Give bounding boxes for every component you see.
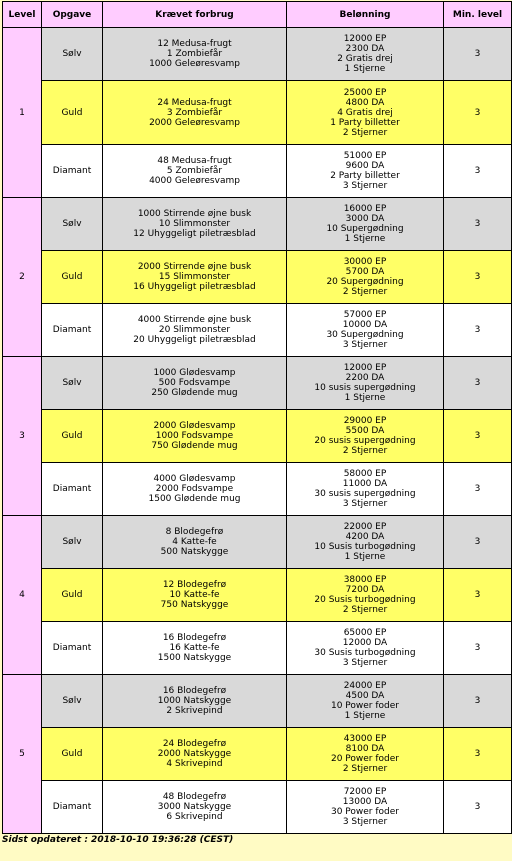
- table-row: [3, 622, 512, 675]
- reward: 43000 EP 8100 DA 20 Power foder 2 Stjerner: [287, 728, 444, 781]
- min-level: 3: [444, 357, 512, 410]
- last-updated-footer: Sidst opdateret : 2018-10-10 19:36:28 (CEST): [2, 835, 234, 845]
- level-table: [2, 1, 512, 834]
- header-min-level: Min. level: [444, 2, 512, 28]
- min-level: 3: [444, 622, 512, 675]
- level-number: 2: [3, 198, 42, 357]
- reward: 58000 EP 11000 DA 30 susis supergødning 3 Stjerner: [287, 463, 444, 516]
- reward: 25000 EP 4800 DA 4 Gratis drej 1 Party billetter 2 Stjerner: [287, 81, 444, 145]
- min-level: 3: [444, 304, 512, 357]
- min-level: 3: [444, 28, 512, 81]
- required-consumption: 24 Medusa-frugt 3 Zombiefår 2000 Geleøresvamp: [103, 81, 287, 145]
- task-tier: Diamant: [42, 463, 103, 516]
- required-consumption: 2000 Glødesvamp 1000 Fodsvampe 750 Glødende mug: [103, 410, 287, 463]
- required-consumption: 12 Medusa-frugt 1 Zombiefår 1000 Geleøresvamp: [103, 28, 287, 81]
- header-level: Level: [3, 2, 42, 28]
- header-opgave: Opgave: [42, 2, 103, 28]
- min-level: 3: [444, 145, 512, 198]
- table-body: [3, 28, 512, 834]
- table-row: [3, 304, 512, 357]
- required-consumption: 1000 Glødesvamp 500 Fodsvampe 250 Glødende mug: [103, 357, 287, 410]
- reward: 12000 EP 2200 DA 10 susis supergødning 1 Stjerne: [287, 357, 444, 410]
- min-level: 3: [444, 251, 512, 304]
- task-tier: Diamant: [42, 304, 103, 357]
- required-consumption: 48 Medusa-frugt 5 Zombiefår 4000 Geleøresvamp: [103, 145, 287, 198]
- task-tier: Sølv: [42, 516, 103, 569]
- reward: 22000 EP 4200 DA 10 Susis turbogødning 1 Stjerne: [287, 516, 444, 569]
- level-number: 3: [3, 357, 42, 516]
- required-consumption: 48 Blodegefrø 3000 Natskygge 6 Skrivepind: [103, 781, 287, 834]
- required-consumption: 1000 Stirrende øjne busk 10 Slimmonster 12 Uhyggeligt piletræsblad: [103, 198, 287, 251]
- reward: 24000 EP 4500 DA 10 Power foder 1 Stjerne: [287, 675, 444, 728]
- task-tier: Sølv: [42, 675, 103, 728]
- task-tier: Guld: [42, 410, 103, 463]
- level-number: 4: [3, 516, 42, 675]
- table-row: [3, 781, 512, 834]
- reward: 38000 EP 7200 DA 20 Susis turbogødning 2 Stjerner: [287, 569, 444, 622]
- reward: 57000 EP 10000 DA 30 Supergødning 3 Stjerner: [287, 304, 444, 357]
- required-consumption: 12 Blodegefrø 10 Katte-fe 750 Natskygge: [103, 569, 287, 622]
- task-tier: Sølv: [42, 357, 103, 410]
- header-kraevet-forbrug: Krævet forbrug: [103, 2, 287, 28]
- task-tier: Sølv: [42, 198, 103, 251]
- header-belonning: Belønning: [287, 2, 444, 28]
- level-number: 1: [3, 28, 42, 198]
- reward: 29000 EP 5500 DA 20 susis supergødning 2 Stjerner: [287, 410, 444, 463]
- min-level: 3: [444, 198, 512, 251]
- table-row: [3, 516, 512, 569]
- min-level: 3: [444, 728, 512, 781]
- table-row: [3, 728, 512, 781]
- task-tier: Guld: [42, 569, 103, 622]
- required-consumption: 4000 Stirrende øjne busk 20 Slimmonster 20 Uhyggeligt piletræsblad: [103, 304, 287, 357]
- reward: 51000 EP 9600 DA 2 Party billetter 3 Stjerner: [287, 145, 444, 198]
- task-tier: Sølv: [42, 28, 103, 81]
- table-row: [3, 251, 512, 304]
- reward: 12000 EP 2300 DA 2 Gratis drej 1 Stjerne: [287, 28, 444, 81]
- task-tier: Diamant: [42, 781, 103, 834]
- min-level: 3: [444, 569, 512, 622]
- reward: 30000 EP 5700 DA 20 Supergødning 2 Stjerner: [287, 251, 444, 304]
- table-row: [3, 463, 512, 516]
- reward: 16000 EP 3000 DA 10 Supergødning 1 Stjerne: [287, 198, 444, 251]
- min-level: 3: [444, 675, 512, 728]
- required-consumption: 2000 Stirrende øjne busk 15 Slimmonster 16 Uhyggeligt piletræsblad: [103, 251, 287, 304]
- task-tier: Diamant: [42, 622, 103, 675]
- table-row: [3, 410, 512, 463]
- task-tier: Guld: [42, 728, 103, 781]
- table-row: [3, 569, 512, 622]
- required-consumption: 16 Blodegefrø 1000 Natskygge 2 Skrivepind: [103, 675, 287, 728]
- min-level: 3: [444, 516, 512, 569]
- min-level: 3: [444, 81, 512, 145]
- min-level: 3: [444, 463, 512, 516]
- task-tier: Diamant: [42, 145, 103, 198]
- header-row: [3, 2, 512, 28]
- table-row: [3, 675, 512, 728]
- level-number: 5: [3, 675, 42, 834]
- reward: 72000 EP 13000 DA 30 Power foder 3 Stjerner: [287, 781, 444, 834]
- table-row: [3, 81, 512, 145]
- table-row: [3, 357, 512, 410]
- min-level: 3: [444, 410, 512, 463]
- required-consumption: 16 Blodegefrø 16 Katte-fe 1500 Natskygge: [103, 622, 287, 675]
- table-row: [3, 28, 512, 81]
- reward: 65000 EP 12000 DA 30 Susis turbogødning 3 Stjerner: [287, 622, 444, 675]
- table-row: [3, 145, 512, 198]
- min-level: 3: [444, 781, 512, 834]
- required-consumption: 8 Blodegefrø 4 Katte-fe 500 Natskygge: [103, 516, 287, 569]
- required-consumption: 4000 Glødesvamp 2000 Fodsvampe 1500 Glødende mug: [103, 463, 287, 516]
- task-tier: Guld: [42, 81, 103, 145]
- required-consumption: 24 Blodegefrø 2000 Natskygge 4 Skrivepind: [103, 728, 287, 781]
- task-tier: Guld: [42, 251, 103, 304]
- table-row: [3, 198, 512, 251]
